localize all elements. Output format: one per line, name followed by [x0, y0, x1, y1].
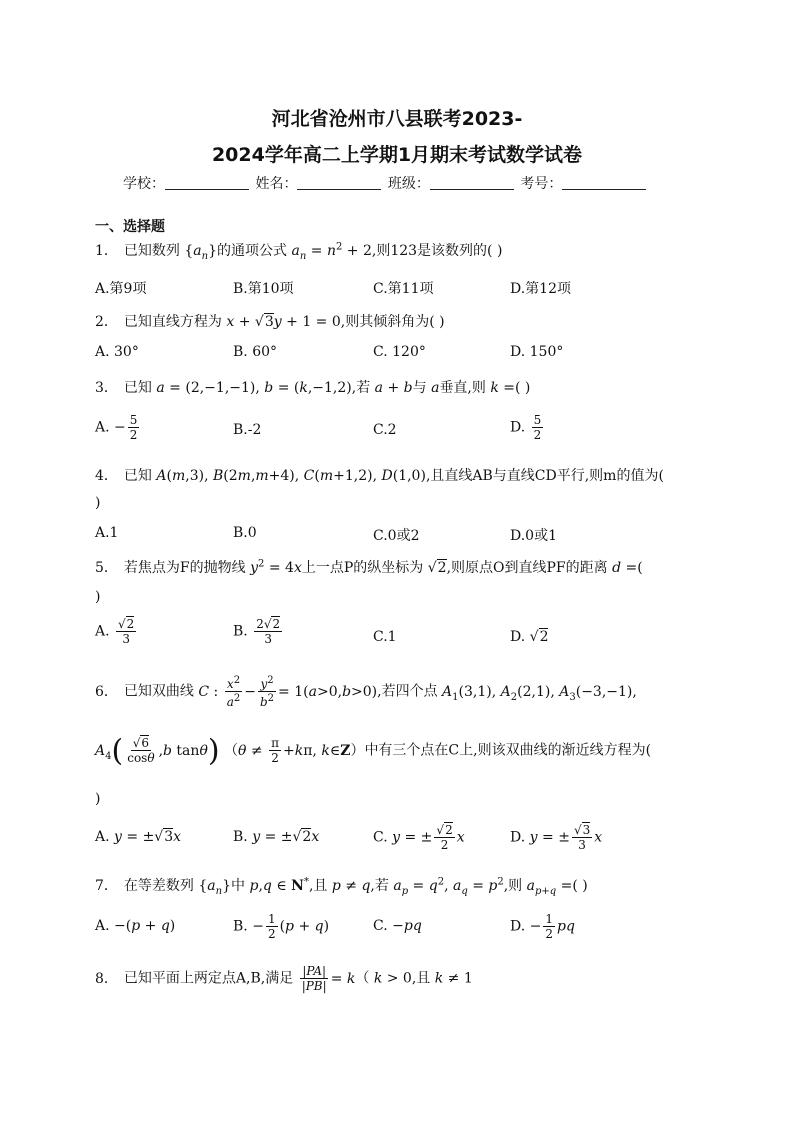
question-5	[95, 557, 643, 577]
math-formula: C : $\frac{x^2}{a^2}$ − $\frac{y^2}{b^2}$ = 1(a>0,b>0)	[198, 675, 378, 709]
question-text: 垂直,则	[439, 380, 486, 396]
option-c[interactable]: C. y = ± $\frac{√2}{2}$ x	[373, 823, 465, 852]
option-c[interactable]: C.0或2	[373, 528, 420, 544]
question-text: 中	[231, 878, 246, 894]
option-a[interactable]: A.第9项	[95, 281, 147, 297]
math-formula: $\{a_n\}$	[184, 243, 218, 262]
math-formula: $a_n = n^2 + 2$	[291, 241, 372, 262]
school-blank[interactable]	[165, 175, 249, 190]
option-d[interactable]: D. 150°	[510, 344, 564, 360]
math-formula: d =	[612, 560, 638, 576]
math-formula: x + √3y + 1 = 0	[226, 314, 341, 330]
class-label: 班级：	[387, 176, 430, 192]
question-text: ,则其倾斜角为( )	[340, 314, 445, 330]
question-text: 已知	[123, 468, 152, 484]
math-formula: k =	[490, 380, 516, 396]
options-7	[95, 912, 735, 952]
options-4	[95, 525, 735, 555]
options-6	[95, 823, 735, 863]
question-number: 8．	[95, 970, 118, 987]
option-c[interactable]: C. 120°	[373, 344, 426, 360]
math-formula: $y^2 = 4x$	[250, 558, 302, 576]
option-a[interactable]: A. 30°	[95, 344, 139, 360]
options-2	[95, 344, 735, 374]
option-d[interactable]: D.第12项	[510, 281, 571, 297]
question-number: 4．	[95, 468, 118, 484]
question-text: ,且	[308, 878, 328, 894]
option-b[interactable]: B. 60°	[233, 344, 278, 360]
number-blank[interactable]	[562, 175, 646, 190]
option-d[interactable]: D. y = ± $\frac{√3}{3}$ x	[510, 823, 603, 852]
question-text: 已知	[123, 380, 152, 396]
question-continuation: )	[95, 589, 101, 605]
question-text: ,若	[351, 380, 371, 396]
option-a[interactable]: A. $\frac{√2}{3}$	[95, 617, 135, 646]
question-text: ,则原点O到直线PF的距离	[446, 560, 608, 576]
math-formula: $A_4$( $\frac{√6}{\cos\theta}$ ,b tanθ) （θ ≠ $\frac{\pi}{2}$ +kπ, k∈Z）	[95, 733, 365, 768]
question-number: 5．	[95, 560, 118, 576]
option-b[interactable]: B.0	[233, 525, 257, 541]
options-3	[95, 413, 735, 455]
question-text: （	[355, 970, 370, 987]
question-text: ( )	[515, 380, 531, 396]
question-text: ,若四个点	[377, 683, 438, 700]
question-text: 已知平面上两定点A,B,满足	[123, 970, 294, 987]
question-number: 1．	[95, 243, 118, 259]
math-formula: $\frac{|PA|}{|PB|}$ = k	[301, 964, 356, 993]
option-a[interactable]: A. − $\frac{5}{2}$	[95, 413, 138, 442]
school-label: 学校：	[123, 176, 165, 192]
option-b[interactable]: B.第10项	[233, 281, 294, 297]
math-formula: $A_1(3,1)$, $A_2(2,1)$, $A_3(-3,-1)$,	[442, 683, 637, 703]
question-continuation: )	[95, 495, 101, 511]
options-1	[95, 278, 735, 308]
question-6-line2	[95, 733, 651, 768]
math-formula: √2	[427, 560, 447, 576]
question-text: ( )	[572, 878, 588, 894]
question-text: 上一点P的纵坐标为	[301, 560, 424, 576]
class-blank[interactable]	[430, 175, 514, 190]
math-formula: a + b	[374, 380, 413, 396]
section-heading: 一、选择题	[95, 219, 165, 235]
question-text: 在等差数列	[123, 878, 194, 894]
option-c[interactable]: C.第11项	[373, 281, 434, 297]
option-c[interactable]: C.2	[373, 422, 397, 438]
question-text: ,且直线AB与直线CD平行,则m的值为(	[425, 468, 664, 484]
name-blank[interactable]	[297, 175, 381, 190]
question-4	[95, 465, 664, 485]
option-a[interactable]: A.1	[95, 525, 119, 541]
math-formula: $\{a_n\}$	[198, 878, 232, 897]
question-text: ,且	[411, 970, 431, 987]
option-b[interactable]: B. $\frac{2√2}{3}$	[233, 617, 281, 646]
question-6	[95, 674, 637, 709]
option-c[interactable]: C. −pq	[373, 918, 422, 934]
options-5	[95, 617, 735, 661]
math-formula: $a_{p+q}$ =	[526, 878, 573, 897]
question-text: 已知数列	[123, 243, 180, 259]
question-8	[95, 964, 473, 993]
question-text: 已知直线方程为	[123, 314, 222, 330]
option-d[interactable]: D. − $\frac{1}{2}$ pq	[510, 912, 575, 941]
question-text: 已知双曲线	[123, 683, 194, 700]
question-number: 6．	[95, 683, 118, 700]
option-b[interactable]: B.-2	[233, 422, 262, 438]
math-formula: A(m,3), B(2m,m+4), C(m+1,2), D(1,0)	[156, 468, 426, 484]
question-7	[95, 875, 588, 897]
question-text: 与	[412, 380, 427, 396]
math-formula: $a_p = q^2$, $a_q = p^2$	[393, 876, 504, 897]
student-info-row	[123, 173, 648, 193]
option-c[interactable]: C.1	[373, 629, 397, 645]
number-label: 考号：	[520, 176, 563, 192]
question-2	[95, 311, 445, 331]
question-3	[95, 377, 530, 397]
question-number: 2．	[95, 314, 118, 330]
math-formula: p,q ∈ N*	[249, 876, 309, 894]
math-formula: a	[431, 380, 440, 396]
option-b[interactable]: B. y = ±√2x	[233, 829, 320, 845]
math-formula: k > 0	[373, 970, 412, 987]
question-text: ,则	[503, 878, 523, 894]
question-number: 7．	[95, 878, 118, 894]
name-label: 姓名：	[255, 176, 298, 192]
exam-title-line1: 河北省沧州市八县联考2023-	[271, 108, 523, 130]
option-b[interactable]: B. − $\frac{1}{2}$ (p + q)	[233, 912, 330, 941]
math-formula: a = (2,−1,−1), b = (k,−1,2)	[156, 380, 352, 396]
exam-title-line2: 2024学年高二上学期1月期末考试数学试卷	[211, 144, 583, 166]
option-a[interactable]: A. y = ±√3x	[95, 829, 182, 845]
question-text: (	[637, 560, 643, 576]
question-1	[95, 240, 502, 262]
option-d[interactable]: D.0或1	[510, 528, 557, 544]
question-text: 若焦点为F的抛物线	[123, 560, 246, 576]
math-formula: p ≠ q	[331, 878, 371, 894]
question-number: 3．	[95, 380, 118, 396]
question-continuation: )	[95, 791, 101, 807]
option-d[interactable]: D. √2	[510, 629, 549, 645]
question-text: ,则123是该数列的( )	[371, 243, 503, 259]
question-text: ,若	[370, 878, 389, 894]
option-a[interactable]: A. −(p + q)	[95, 918, 176, 934]
option-d[interactable]: D. $\frac{5}{2}$	[510, 413, 542, 442]
question-text: 的通项公式	[217, 243, 288, 259]
math-formula: k ≠ 1	[434, 970, 473, 987]
question-text: 中有三个点在C上,则该双曲线的渐近线方程为(	[364, 742, 652, 759]
